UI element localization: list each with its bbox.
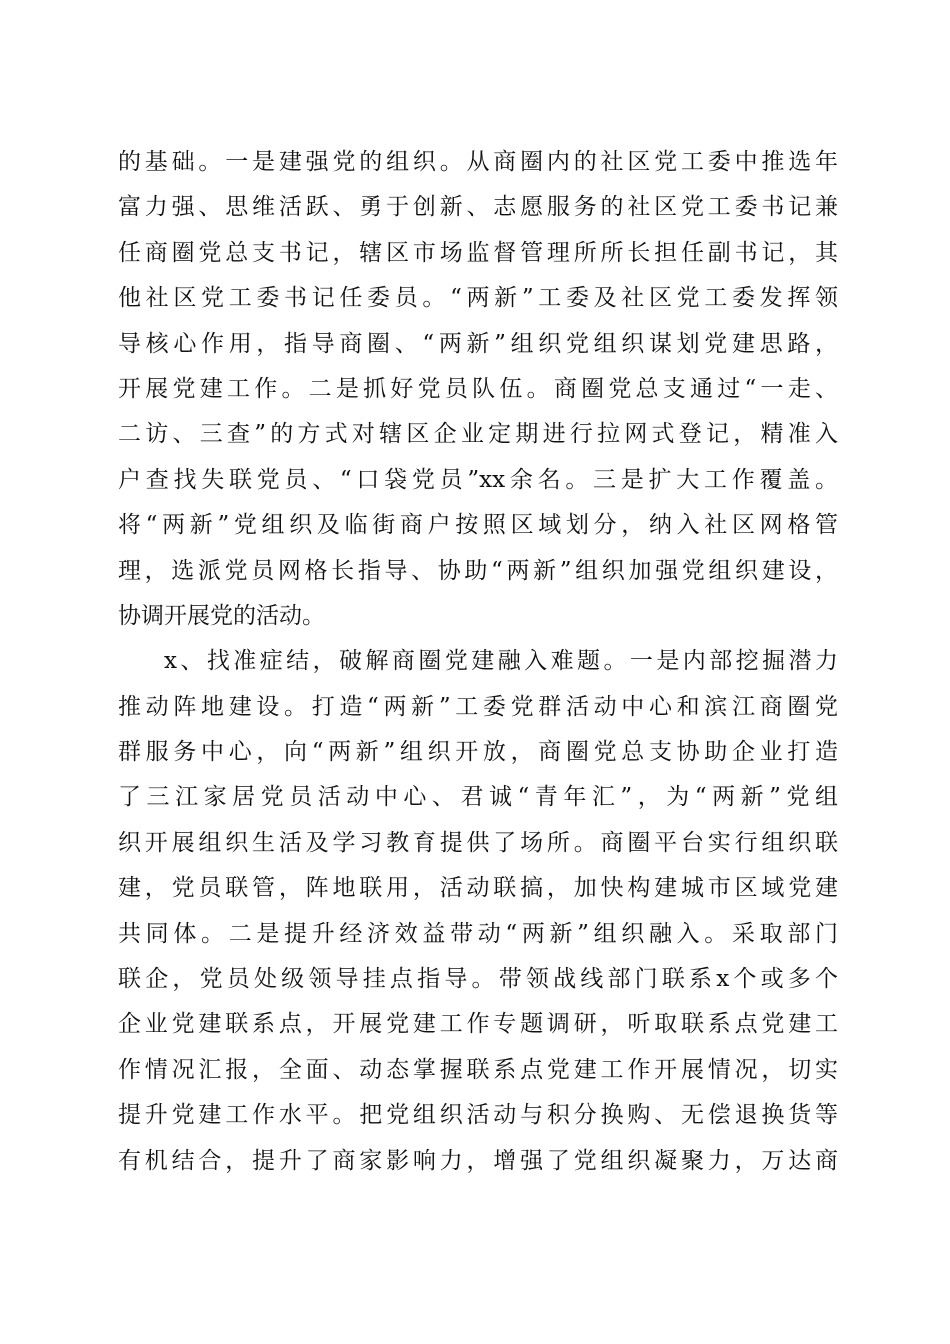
text-line: 户查找失联党员、“口袋党员”xx余名。三是扩大工作覆盖。 <box>118 466 838 493</box>
text-line: 理，选派党员网格长指导、协助“两新”组织加强党组织建设， <box>118 557 838 584</box>
text-line: 联企，党员处级领导挂点指导。带领战线部门联系x个或多个 <box>118 966 838 993</box>
paragraph-1 <box>118 140 838 639</box>
text-line: 导核心作用，指导商圈、“两新”组织党组织谋划党建思路， <box>118 330 838 357</box>
text-line: 开展党建工作。二是抓好党员队伍。商圈党总支通过“一走、 <box>118 375 838 402</box>
text-line: 提升党建工作水平。把党组织活动与积分换购、无偿退换货等 <box>118 1102 838 1129</box>
text-line: 共同体。二是提升经济效益带动“两新”组织融入。采取部门 <box>118 920 838 947</box>
text-line: 织开展组织生活及学习教育提供了场所。商圈平台实行组织联 <box>118 829 838 856</box>
text-line: 任商圈党总支书记，辖区市场监督管理所所长担任副书记，其 <box>118 239 838 266</box>
text-line: 的基础。一是建强党的组织。从商圈内的社区党工委中推选年 <box>118 149 838 175</box>
text-line: 群服务中心，向“两新”组织开放，商圈党总支协助企业打造 <box>118 739 838 766</box>
text-line: 作情况汇报，全面、动态掌握联系点党建工作开展情况，切实 <box>118 1056 838 1083</box>
document-body <box>118 140 838 1184</box>
text-line: 企业党建联系点，开展党建工作专题调研，听取联系点党建工 <box>118 1011 838 1038</box>
text-line: 推动阵地建设。打造“两新”工委党群活动中心和滨江商圈党 <box>118 693 838 720</box>
text-line: 建，党员联管，阵地联用，活动联搞，加快构建城市区域党建 <box>118 875 838 902</box>
text-line: 二访、三查”的方式对辖区企业定期进行拉网式登记，精准入 <box>118 421 838 448</box>
paragraph-2 <box>118 639 838 1184</box>
text-line: 了三江家居党员活动中心、君诚“青年汇”，为“两新”党组 <box>118 784 838 811</box>
text-line: 协调开展党的活动。 <box>118 602 325 629</box>
text-line: 他社区党工委书记任委员。“两新”工委及社区党工委发挥领 <box>118 285 838 312</box>
text-line: 有机结合，提升了商家影响力，增强了党组织凝聚力，万达商 <box>118 1147 838 1174</box>
text-line: x、找准症结，破解商圈党建融入难题。一是内部挖掘潜力 <box>164 648 838 675</box>
text-line: 富力强、思维活跃、勇于创新、志愿服务的社区党工委书记兼 <box>118 194 838 221</box>
text-line: 将“两新”党组织及临街商户按照区域划分，纳入社区网格管 <box>118 512 838 539</box>
